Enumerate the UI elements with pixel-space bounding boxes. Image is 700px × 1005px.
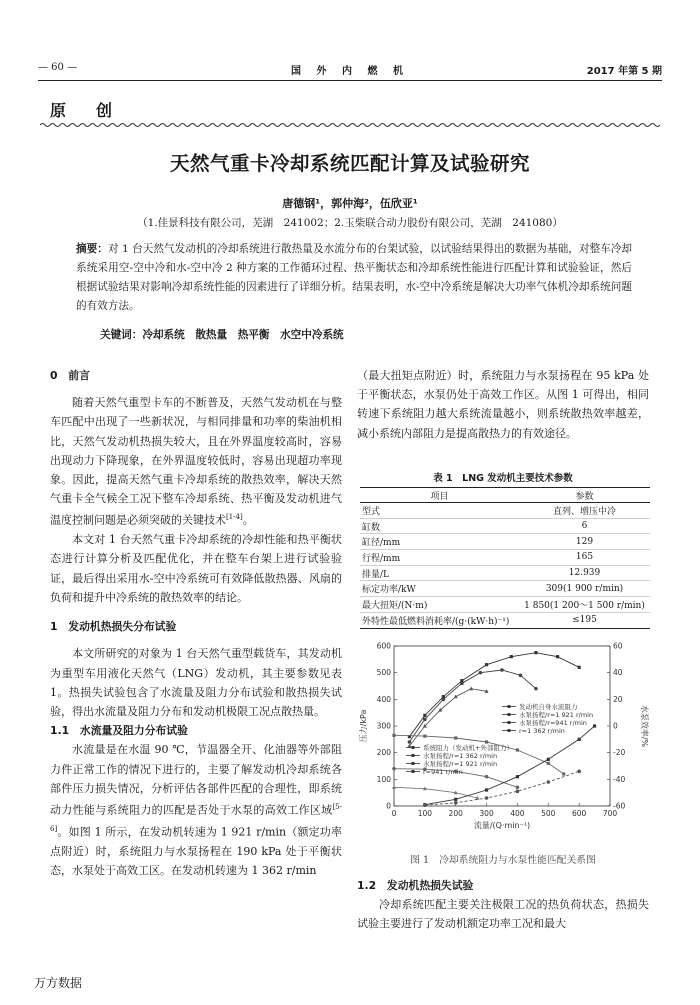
data-point xyxy=(442,698,446,702)
data-point xyxy=(578,666,581,669)
legend-label: 水泵扬程/r=1 921 r/min xyxy=(519,711,594,719)
data-point xyxy=(516,748,519,751)
data-point xyxy=(577,770,581,774)
data-point xyxy=(485,775,489,779)
data-point xyxy=(556,655,559,658)
x-tick-label: 100 xyxy=(417,809,433,818)
heading-section-1: 1 发动机热损失分布试验 xyxy=(50,620,177,634)
y-tick-label: 600 xyxy=(376,641,391,651)
table-row: 排量/L 12.939 xyxy=(360,565,650,581)
y2-tick-label: -60 xyxy=(613,801,626,811)
data-point xyxy=(516,786,520,790)
x-tick-label: 600 xyxy=(571,809,587,818)
data-point xyxy=(423,735,426,738)
spec-table xyxy=(360,487,650,629)
paragraph: 随着天然气重型卡车的不断普及，天然气发动机在与整车匹配中出现了一些新状况，与相同排量和功率的柴油机相比，天然气发动机热损失较大，且在外界温度较高时，容易出现动力下降现象，在外界温度较低时，容易出现超功率现象。因此，提高天然气重卡冷却系统的散热效率，解决天然气重卡全气候全工况下整车冷却系统、热平衡及发动机进气温度控制问题是必须突破的关键技术[1-4]。 xyxy=(50,396,342,528)
data-point xyxy=(423,718,427,722)
legend-marker xyxy=(508,721,511,724)
heading-section-1-2: 1.2 发动机热损失试验 xyxy=(357,879,474,892)
table-row: 行程/mm 165 xyxy=(360,550,650,566)
y-axis-label: 压力/kPa xyxy=(359,709,368,743)
data-point xyxy=(392,767,396,771)
y-tick-label: 300 xyxy=(376,721,391,731)
keywords: 关键词：冷却系统 散热量 热平衡 水空中冷系统 xyxy=(100,329,344,341)
legend-label: 发动机自身水流阻力 xyxy=(519,703,578,711)
series-line xyxy=(425,771,579,805)
journal-name: 国 外 内 燃 机 xyxy=(291,66,409,77)
x-tick-label: 700 xyxy=(602,809,618,818)
pump-matching-chart xyxy=(352,638,652,838)
running-header xyxy=(38,62,662,76)
y2-tick-label: 20 xyxy=(613,694,623,704)
data-point xyxy=(547,758,550,761)
y-tick-label: 100 xyxy=(376,774,391,784)
y-tick-label: 400 xyxy=(376,694,391,704)
abstract-text: 对 1 台天然气发动机的冷却系统进行散热量及水流分布的台架试验，以试验结果得出的数据为基础，对整车冷却系统采用空-空中冷和水-空中冷 2 种方案的工作循环过程、热平衡状态和冷却系统性能进行匹配计算和试验验证，然后根据试验结果对影响冷却系统性能的因素进行了详细分析。结果表明，水-空中冷系统是解决大功率气体机冷却系统问题的有效方法。 xyxy=(76,243,632,312)
x-tick-label: 400 xyxy=(510,809,525,818)
heading-intro: 0 前言 xyxy=(50,369,90,382)
figure-caption: 图 1 冷却系统阻力与水泵性能匹配关系图 xyxy=(410,855,596,866)
page-number: — 60 — xyxy=(38,62,78,73)
data-point xyxy=(423,803,427,807)
data-point xyxy=(516,775,519,778)
y2-tick-label: -40 xyxy=(613,774,626,784)
table-row: 缸径/mm 129 xyxy=(360,534,650,550)
y2-tick-label: -20 xyxy=(613,748,626,758)
x-tick-label: 500 xyxy=(541,809,556,818)
data-point xyxy=(423,714,426,717)
table-row: 型式 直列、增压中冷 xyxy=(360,503,650,519)
x-tick-label: 200 xyxy=(448,809,463,818)
legend-marker xyxy=(412,770,415,773)
data-point xyxy=(485,788,488,791)
table-header: 参数 xyxy=(519,488,650,503)
legend-marker xyxy=(508,713,511,716)
data-point xyxy=(408,740,412,744)
data-point xyxy=(547,762,550,765)
table-row: 外特性最低燃料消耗率/(g·(kW·h)⁻¹) ≤195 xyxy=(360,612,650,628)
legend-label: 水泵扬程/r=1 362 r/min xyxy=(423,752,498,760)
y2-tick-label: 0 xyxy=(613,721,618,731)
right-column-bottom xyxy=(357,876,649,934)
abstract xyxy=(76,240,632,316)
section-label: 原创 xyxy=(50,101,143,120)
y2-tick-label: 40 xyxy=(613,668,623,678)
data-point xyxy=(485,796,489,800)
y-tick-label: 0 xyxy=(386,801,391,811)
series-line xyxy=(409,670,536,742)
table-caption: 表 1 LNG 发动机主要技术参数 xyxy=(433,473,573,484)
x-tick-label: 0 xyxy=(391,809,397,818)
data-point xyxy=(454,736,457,739)
right-column-top xyxy=(357,366,649,443)
paragraph: 冷却系统匹配主要关注极限工况的热负荷状态，热损失试验主要进行了发动机额定功率工况和最大 xyxy=(357,898,649,931)
data-point xyxy=(454,801,458,805)
y2-axis-label: 水泵效率/% xyxy=(640,704,649,748)
x-tick-label: 300 xyxy=(479,809,494,818)
table-row: 最大扭矩/(N·m) 1 850(1 200～1 500 r/min) xyxy=(360,597,650,613)
data-point xyxy=(578,738,581,741)
heading-section-1-1: 1.1 水流量及阻力分布试验 xyxy=(50,724,188,738)
data-point xyxy=(479,671,483,675)
data-point xyxy=(469,686,473,690)
issue-label: 2017 年第 5 期 xyxy=(586,66,662,77)
data-point xyxy=(516,790,520,794)
data-point xyxy=(534,687,538,691)
data-point xyxy=(593,724,596,727)
legend-marker xyxy=(508,705,511,708)
legend-marker xyxy=(412,754,415,757)
paragraph: 本文所研究的对象为 1 台天然气重型载货车，其发动机为重型车用液化天然气（LNG）发动机，其主要参数见表 1。热损失试验包含了水流量及阻力分布试验和散热损失试验，得出水流量及阻力分布和发动机极限工况点散热量。 xyxy=(50,647,342,718)
legend-marker xyxy=(508,729,511,732)
paragraph: 水流量是在水温 90 ℃，节温器全开、化油器等外部阻力件正常工作的情况下进行的，主要了解发动机冷却系统各部件压力损失情况，分析评估各部件匹配的合理性，即系统动力性能与系统阻力的匹配是否处于水泵的高效工作区域[5-6]。如图 1 所示，在发动机转速为 1 921 r/min（额定功率点附近）时，系统阻力与水泵扬程在 190 kPa 处于平衡状态，水泵处于高效工区。在发动机转速为 1 362 r/min xyxy=(50,743,342,877)
footer-watermark: 万方数据 xyxy=(34,976,83,990)
affiliations: （1.佳景科技有限公司，芜湖 241002；2.玉柴联合动力股份有限公司，芜湖 241080） xyxy=(137,217,563,229)
data-point xyxy=(510,655,513,658)
table-header: 项目 xyxy=(360,488,519,503)
paper-title: 天然气重卡冷却系统匹配计算及试验研究 xyxy=(169,152,530,175)
data-point xyxy=(534,651,537,654)
legend-marker xyxy=(412,746,415,749)
paragraph: （最大扭矩点附近）时，系统阻力与水泵扬程在 95 kPa 处于平衡状态，水泵仍处于高效工作区。从图 1 可得出，相同转速下系统阻力越大系统流量越小，则系统散热效率越差，减小系统内部阻力是提高散热力的有效途径。 xyxy=(357,369,649,440)
header-rule xyxy=(38,80,662,81)
abstract-label: 摘要： xyxy=(76,243,108,255)
paragraph: 本文对 1 台天然气重卡冷却系统的冷却性能和热平衡状态进行计算分析及匹配优化，并在整车台架上进行试验验证，最后得出采用水-空中冷系统可有效降低散热器、风扇的负荷和提升中冷系统的散热效率的结论。 xyxy=(50,533,342,604)
y2-tick-label: 60 xyxy=(613,641,623,651)
legend-marker xyxy=(412,762,415,765)
legend-label: 水泵扬程/r=1 921 r/min xyxy=(423,760,498,768)
y-tick-label: 500 xyxy=(376,668,391,678)
data-point xyxy=(392,734,395,737)
legend-label: 系统阻力（发动机+外部阻力） xyxy=(423,744,513,752)
table-row: 缸数 6 xyxy=(360,518,650,534)
y-tick-label: 200 xyxy=(376,748,391,758)
left-column xyxy=(50,366,342,880)
legend-label: r=1 362 r/min xyxy=(519,727,565,735)
data-point xyxy=(454,798,457,801)
legend-label: 水泵扬程/r=941 r/min xyxy=(519,719,587,727)
wavy-divider xyxy=(40,122,660,128)
data-point xyxy=(562,772,565,775)
data-point xyxy=(460,682,464,686)
x-axis-label: 流量/(Q·min⁻¹) xyxy=(473,821,531,830)
data-point xyxy=(519,674,523,678)
data-point xyxy=(485,663,488,666)
authors: 唐德钢¹，郭仲海²，伍欣亚¹ xyxy=(282,197,418,210)
data-point xyxy=(500,668,504,672)
legend-label: r=941 r/min xyxy=(423,768,463,776)
table-row: 标定功率/kW 309(1 900 r/min) xyxy=(360,581,650,597)
data-point xyxy=(546,780,550,784)
